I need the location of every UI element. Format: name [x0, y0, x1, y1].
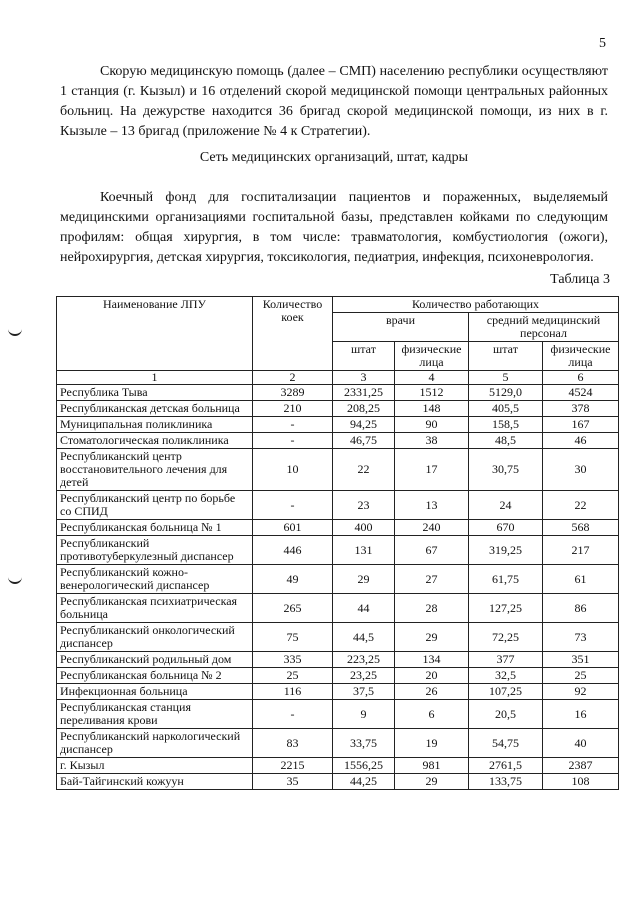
organization-name-cell: Республиканская детская больница	[57, 401, 253, 417]
value-cell: 9	[333, 700, 395, 729]
value-cell: 10	[253, 449, 333, 491]
column-index: 6	[543, 371, 619, 385]
organization-name-cell: Республиканская психиатрическая больница	[57, 594, 253, 623]
value-cell: 240	[395, 520, 469, 536]
organization-name-cell: Республиканский родильный дом	[57, 652, 253, 668]
header-doctors: врачи	[333, 313, 469, 342]
section-heading: Сеть медицинских организаций, штат, кадры	[199, 150, 469, 165]
organization-name-cell: Республиканская станция переливания крови	[57, 700, 253, 729]
table-body	[57, 385, 619, 790]
header-nurses-physical: физические лица	[543, 342, 619, 371]
value-cell: 351	[543, 652, 619, 668]
table-row	[57, 774, 619, 790]
value-cell: 601	[253, 520, 333, 536]
value-cell: 981	[395, 758, 469, 774]
value-cell: 46	[543, 433, 619, 449]
column-index: 3	[333, 371, 395, 385]
value-cell: 5129,0	[469, 385, 543, 401]
table-row	[57, 652, 619, 668]
table-row	[57, 385, 619, 401]
value-cell: 223,25	[333, 652, 395, 668]
organization-name-cell: Республиканская больница № 2	[57, 668, 253, 684]
value-cell: 107,25	[469, 684, 543, 700]
header-doctors-physical: физические лица	[395, 342, 469, 371]
organization-name-cell: Республиканский онкологический диспансер	[57, 623, 253, 652]
column-index: 2	[253, 371, 333, 385]
header-beds: Количество коек	[253, 297, 333, 371]
value-cell: 32,5	[469, 668, 543, 684]
value-cell: 61	[543, 565, 619, 594]
value-cell: 73	[543, 623, 619, 652]
value-cell: 23	[333, 491, 395, 520]
value-cell: 23,25	[333, 668, 395, 684]
organization-name-cell: Республиканский центр восстановительного лечения для детей	[57, 449, 253, 491]
value-cell: 2331,25	[333, 385, 395, 401]
header-nurses: средний медицинский персонал	[469, 313, 619, 342]
value-cell: 265	[253, 594, 333, 623]
table-row	[57, 623, 619, 652]
table-row	[57, 520, 619, 536]
value-cell: 29	[395, 623, 469, 652]
value-cell: 4524	[543, 385, 619, 401]
table-row	[57, 565, 619, 594]
organization-name-cell: Республиканский противотуберкулезный диспансер	[57, 536, 253, 565]
value-cell: -	[253, 433, 333, 449]
organization-name-cell: Республика Тыва	[57, 385, 253, 401]
value-cell: 24	[469, 491, 543, 520]
value-cell: 27	[395, 565, 469, 594]
value-cell: 335	[253, 652, 333, 668]
value-cell: 94,25	[333, 417, 395, 433]
value-cell: 2387	[543, 758, 619, 774]
value-cell: 108	[543, 774, 619, 790]
value-cell: 25	[253, 668, 333, 684]
value-cell: 670	[469, 520, 543, 536]
column-index: 5	[469, 371, 543, 385]
value-cell: 13	[395, 491, 469, 520]
value-cell: 6	[395, 700, 469, 729]
value-cell: 38	[395, 433, 469, 449]
value-cell: 19	[395, 729, 469, 758]
value-cell: 167	[543, 417, 619, 433]
staff-table	[56, 296, 619, 790]
value-cell: 568	[543, 520, 619, 536]
bed-fund-paragraph: Коечный фонд для госпитализации пациентов и пораженных, выделяемый медицинскими организациями госпитальной базы, представлен койками по следующим профилям: общая хирургия, в том числе: травматология, комбустиология (ожоги), нейрохирургия, детская хирургия, токсикология, педиатрия, инфекция, психоневрология.	[60, 190, 608, 265]
value-cell: 133,75	[469, 774, 543, 790]
value-cell: 148	[395, 401, 469, 417]
value-cell: 67	[395, 536, 469, 565]
table-row	[57, 401, 619, 417]
value-cell: 127,25	[469, 594, 543, 623]
value-cell: 378	[543, 401, 619, 417]
value-cell: 46,75	[333, 433, 395, 449]
value-cell: 44,5	[333, 623, 395, 652]
value-cell: 92	[543, 684, 619, 700]
organization-name-cell: Бай-Тайгинский кожуун	[57, 774, 253, 790]
value-cell: 30,75	[469, 449, 543, 491]
table-row	[57, 700, 619, 729]
table-row	[57, 758, 619, 774]
value-cell: 54,75	[469, 729, 543, 758]
value-cell: 319,25	[469, 536, 543, 565]
value-cell: 2761,5	[469, 758, 543, 774]
value-cell: 3289	[253, 385, 333, 401]
value-cell: 29	[333, 565, 395, 594]
value-cell: 28	[395, 594, 469, 623]
organization-name-cell: Республиканская больница № 1	[57, 520, 253, 536]
column-index: 1	[57, 371, 253, 385]
organization-name-cell: Инфекционная больница	[57, 684, 253, 700]
intro-paragraph: Скорую медицинскую помощь (далее – СМП) населению республики осуществляют 1 станция (г. Кызыл) и 16 отделений скорой медицинской помощи центральных районных больниц. На дежурстве находится 36 бригад скорой медицинской помощи, из них в г. Кызыле – 13 бригад (приложение № 4 к Стратегии).	[60, 64, 608, 139]
value-cell: 86	[543, 594, 619, 623]
value-cell: 1512	[395, 385, 469, 401]
table-row	[57, 417, 619, 433]
value-cell: 33,75	[333, 729, 395, 758]
value-cell: 22	[543, 491, 619, 520]
organization-name-cell: Муниципальная поликлиника	[57, 417, 253, 433]
value-cell: 44	[333, 594, 395, 623]
value-cell: 61,75	[469, 565, 543, 594]
column-index: 4	[395, 371, 469, 385]
value-cell: 44,25	[333, 774, 395, 790]
table-row	[57, 433, 619, 449]
table-row	[57, 491, 619, 520]
value-cell: 72,25	[469, 623, 543, 652]
value-cell: 22	[333, 449, 395, 491]
value-cell: 40	[543, 729, 619, 758]
value-cell: 29	[395, 774, 469, 790]
value-cell: 48,5	[469, 433, 543, 449]
value-cell: 83	[253, 729, 333, 758]
organization-name-cell: Республиканский наркологический диспансер	[57, 729, 253, 758]
value-cell: 37,5	[333, 684, 395, 700]
table-row	[57, 668, 619, 684]
table-label: Таблица 3	[550, 272, 610, 287]
value-cell: 49	[253, 565, 333, 594]
staff-table-container	[56, 296, 618, 790]
value-cell: 1556,25	[333, 758, 395, 774]
value-cell: -	[253, 491, 333, 520]
organization-name-cell: Республиканский центр по борьбе со СПИД	[57, 491, 253, 520]
header-doctors-staff: штат	[333, 342, 395, 371]
value-cell: 25	[543, 668, 619, 684]
column-index-row	[57, 371, 619, 385]
value-cell: 208,25	[333, 401, 395, 417]
table-row	[57, 594, 619, 623]
organization-name-cell: Стоматологическая поликлиника	[57, 433, 253, 449]
value-cell: 30	[543, 449, 619, 491]
value-cell: 26	[395, 684, 469, 700]
value-cell: 377	[469, 652, 543, 668]
value-cell: 35	[253, 774, 333, 790]
value-cell: 2215	[253, 758, 333, 774]
value-cell: 16	[543, 700, 619, 729]
organization-name-cell: Республиканский кожно-венерологический диспансер	[57, 565, 253, 594]
table-row	[57, 684, 619, 700]
value-cell: 446	[253, 536, 333, 565]
value-cell: 131	[333, 536, 395, 565]
value-cell: 210	[253, 401, 333, 417]
value-cell: 17	[395, 449, 469, 491]
value-cell: 90	[395, 417, 469, 433]
value-cell: 400	[333, 520, 395, 536]
page-number: 5	[599, 36, 606, 51]
value-cell: -	[253, 417, 333, 433]
value-cell: 217	[543, 536, 619, 565]
value-cell: 158,5	[469, 417, 543, 433]
value-cell: -	[253, 700, 333, 729]
organization-name-cell: г. Кызыл	[57, 758, 253, 774]
margin-mark	[8, 574, 22, 584]
value-cell: 75	[253, 623, 333, 652]
value-cell: 20	[395, 668, 469, 684]
value-cell: 20,5	[469, 700, 543, 729]
margin-mark	[8, 326, 22, 336]
table-row	[57, 729, 619, 758]
value-cell: 116	[253, 684, 333, 700]
table-row	[57, 536, 619, 565]
header-nurses-staff: штат	[469, 342, 543, 371]
value-cell: 405,5	[469, 401, 543, 417]
value-cell: 134	[395, 652, 469, 668]
header-staff: Количество работающих	[333, 297, 619, 313]
table-row	[57, 449, 619, 491]
header-name: Наименование ЛПУ	[57, 297, 253, 371]
